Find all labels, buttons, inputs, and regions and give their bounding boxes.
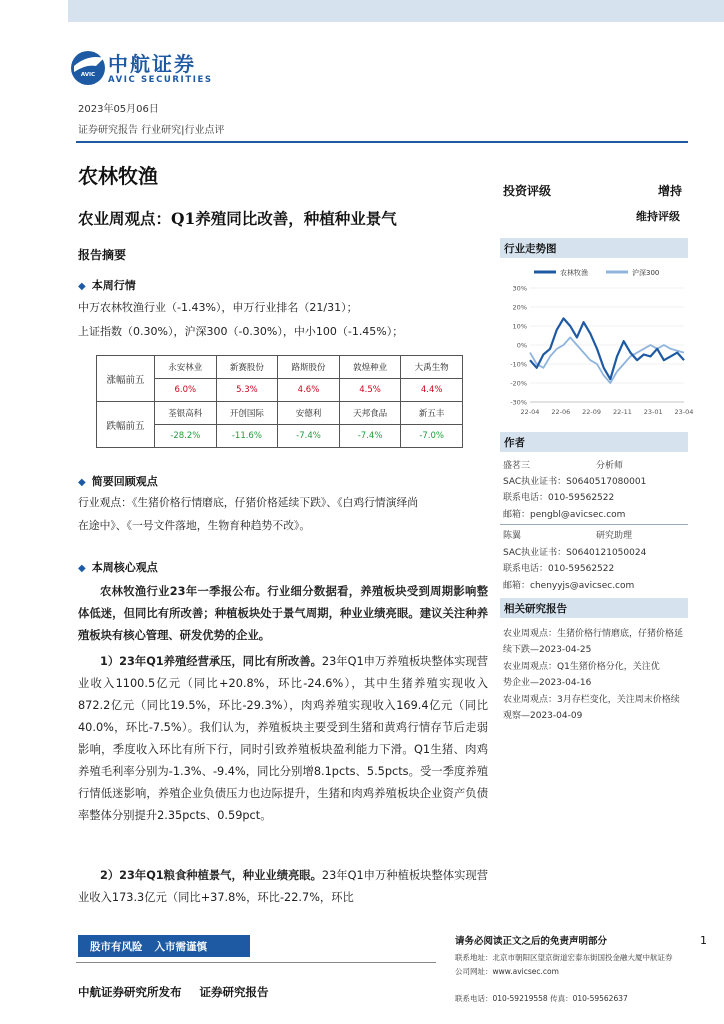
footer-disclaimer: 请务必阅读正文之后的免责声明部分: [455, 936, 608, 947]
gainer-name: 敦煌种业: [339, 356, 401, 379]
footer-publisher: 中航证券研究所发布 证券研究报告: [78, 985, 269, 999]
rating-sub: 维持评级: [636, 210, 680, 223]
footer-website[interactable]: 公司网址：www.avicsec.com: [455, 967, 559, 976]
gainer-name: 永安林业: [155, 356, 217, 379]
gainer-change: 4.4%: [401, 379, 463, 402]
summary-heading: 报告摘要: [78, 248, 127, 262]
core-paragraph-3: [78, 865, 488, 915]
x-tick-label: 22-06: [551, 408, 571, 416]
author-1-email[interactable]: 邮箱：pengbl@avicsec.com: [503, 510, 626, 520]
left-margin: [0, 0, 68, 1024]
trend-chart: [500, 262, 694, 422]
y-tick-label: 20%: [512, 303, 527, 312]
weekly-heading: ◆ 本周行情: [78, 279, 136, 292]
diamond-icon: ◆: [78, 281, 86, 292]
gainer-name: 新赛股份: [216, 356, 278, 379]
series-line-agri: [530, 318, 684, 379]
footer-phone: 联系电话：010-59219558 传真：010-59562637: [455, 994, 628, 1003]
legend-label: 农林牧渔: [560, 269, 588, 277]
author-divider: [500, 524, 688, 525]
table-row: [97, 402, 463, 425]
weekly-line-1: 中万农林牧渔行业（-1.43%），申万行业排名（21/31）；: [78, 301, 358, 314]
author-1-tel: 联系电话：010-59562522: [503, 493, 615, 503]
gainer-name: 路斯股份: [278, 356, 340, 379]
y-tick-label: -20%: [510, 379, 527, 388]
gainer-change: 6.0%: [155, 379, 217, 402]
author-2-sac: SAC执业证书：S0640121050024: [503, 548, 647, 558]
author-1-name: 盛茗三: [503, 461, 531, 471]
author-2-name: 陈翼: [503, 531, 522, 541]
core-p1-text: 农林牧渔行业23年一季报公布。行业细分数据看，养殖板块受到周期影响整体低迷，但同比有所改善；种植板块处于景气周期，种业业绩亮眼。建议关注种养殖板块有核心管理、研发优势的企业。: [78, 585, 488, 642]
y-tick-label: -10%: [510, 360, 527, 369]
risk-banner: [78, 935, 250, 957]
loser-change: -7.0%: [401, 425, 463, 448]
y-tick-label: 0%: [516, 341, 527, 350]
core-p3-heading: 2）23年Q1粮食种植景气，种业业绩亮眼。: [100, 869, 322, 882]
page-number: 1: [700, 934, 707, 947]
core-p2-heading: 1）23年Q1养殖经营承压，同比有所改善。: [100, 655, 322, 668]
gainer-name: 大禹生物: [401, 356, 463, 379]
loser-name: 天邦食品: [339, 402, 401, 425]
core-p2-text: 23年Q1申万养殖板块整体实现营业收入1100.5亿元（同比+20.8%，环比-24.6%），其中生猪养殖实现收入872.2亿元（同比19.5%，环比-29.3%），肉鸡养殖实现收入169.4亿元（同比40.0%，环比-7.5%）。我们认为，养殖板块主要受到生猪和黄鸡行情存节后走弱影响，季度收入环比有所下行，同时引致养殖板块盈利能力下滑。Q1生猪、肉鸡养殖毛利率分别为-1.3%、-9.4%，同比分别增8.1pcts、5.5pcts。受一季度养殖行情低迷影响，养殖企业负债压力也边际提升，生猪和肉鸡养殖板块企业资产负债率整体分别提升2.35pcts、0.59pct。: [78, 655, 488, 822]
related-item-1-line-2[interactable]: 续下跌—2023-04-25: [503, 645, 592, 655]
review-line-1: 行业观点：《生猪价格行情磨底，仔猪价格延续下跌》、《白鸡行情演绎尚: [78, 496, 419, 509]
trend-heading: 行业走势图: [500, 238, 688, 258]
review-heading: ◆ 简要回顾观点: [78, 475, 158, 488]
weekly-line-2: 上证指数（0.30%），沪深300（-0.30%），中小100（-1.45%）；: [78, 325, 404, 338]
report-title: 农业周观点：Q1养殖同比改善，种植种业景气: [78, 209, 397, 228]
related-item-3-line-1[interactable]: 农业周观点：3月存栏变化，关注周末价格续: [503, 695, 680, 705]
x-tick-label: 23-04: [674, 408, 694, 416]
footer-divider: [76, 962, 436, 963]
x-tick-label: 23-01: [643, 408, 663, 416]
rating-label: 投资评级: [503, 184, 552, 198]
related-item-2-line-2[interactable]: 势企业—2023-04-16: [503, 678, 592, 688]
diamond-icon: ◆: [78, 563, 86, 574]
logo-text-cn: 中航证券: [108, 52, 196, 76]
related-item-3-line-2[interactable]: 观察—2023-04-09: [503, 711, 583, 721]
loser-name: 安德利: [278, 402, 340, 425]
authors-heading: 作者: [500, 432, 688, 452]
gainer-change: 5.3%: [216, 379, 278, 402]
caution-text: 入市需谨慎: [154, 941, 207, 953]
loser-name: 新五丰: [401, 402, 463, 425]
report-type: 证券研究报告 行业研究|行业点评: [78, 125, 225, 136]
rating-value: 增持: [658, 184, 683, 198]
y-tick-label: 10%: [512, 322, 527, 331]
series-line-hs300: [530, 337, 684, 383]
author-2-title: 研究助理: [596, 531, 633, 541]
author-1-title: 分析师: [596, 461, 624, 471]
author-2-tel: 联系电话：010-59562522: [503, 564, 615, 574]
x-tick-label: 22-04: [520, 408, 540, 416]
losers-label: 跌幅前五: [97, 402, 155, 448]
risk-text: 股市有风险: [90, 941, 143, 953]
x-tick-label: 22-09: [582, 408, 602, 416]
x-tick-label: 22-11: [612, 408, 632, 416]
sector-title: 农林牧渔: [78, 164, 158, 188]
author-1-sac: SAC执业证书：S0640517080001: [503, 477, 647, 487]
author-2-email[interactable]: 邮箱：chenyyjs@avicsec.com: [503, 581, 635, 591]
movers-table: [96, 355, 463, 448]
gainer-change: 4.5%: [339, 379, 401, 402]
top-banner: [68, 0, 724, 22]
loser-change: -28.2%: [155, 425, 217, 448]
core-p3-text: 23年Q1申万种植板块整体实现营业收入173.3亿元（同比+37.8%，环比-22.7%，环比: [78, 869, 488, 904]
gainers-label: 涨幅前五: [97, 356, 155, 402]
y-tick-label: -30%: [510, 398, 527, 407]
logo-text-en: AVIC SECURITIES: [108, 75, 213, 85]
related-heading: 相关研究报告: [500, 598, 688, 618]
loser-name: 开创国际: [216, 402, 278, 425]
core-heading: ◆ 本周核心观点: [78, 561, 158, 574]
header-divider: [76, 141, 688, 143]
logo-emblem-text: AVIC: [80, 72, 96, 78]
loser-change: -7.4%: [278, 425, 340, 448]
y-tick-label: 30%: [512, 284, 527, 293]
table-row: [97, 356, 463, 379]
loser-name: 荃银高科: [155, 402, 217, 425]
review-line-2: 在途中》、《一号文件落地，生物育种趋势不改》。: [78, 519, 311, 532]
loser-change: -7.4%: [339, 425, 401, 448]
core-paragraph-1: [78, 581, 488, 647]
loser-change: -11.6%: [216, 425, 278, 448]
footer-address: 联系地址：北京市朝阳区望京街道宏泰东街国投金融大厦中航证券: [455, 953, 673, 962]
legend-label: 沪深300: [632, 269, 660, 277]
related-item-1-line-1[interactable]: 农业周观点：生猪价格行情磨底，仔猪价格延: [503, 629, 684, 639]
gainer-change: 4.6%: [278, 379, 340, 402]
core-paragraph-2: [78, 651, 488, 827]
report-date: 2023年05月06日: [78, 104, 159, 115]
related-item-2-line-1[interactable]: 农业周观点：Q1生猪价格分化，关注优: [503, 662, 660, 672]
diamond-icon: ◆: [78, 477, 86, 488]
